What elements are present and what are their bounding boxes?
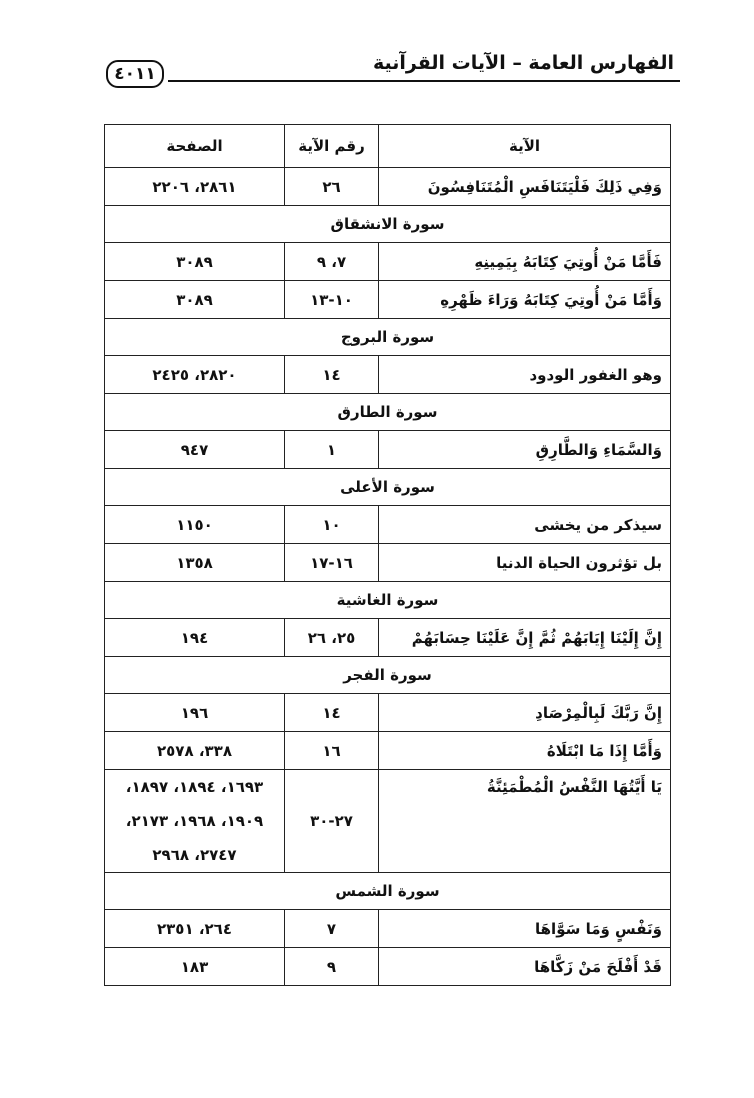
- page-cell: ٣٠٨٩: [105, 281, 285, 319]
- ayah-cell: إِنَّ إِلَيْنَا إِيَابَهُمْ ثُمَّ إِنَّ عَلَيْنَا حِسَابَهُمْ: [379, 619, 671, 657]
- table-row: [105, 732, 671, 770]
- surah-heading: سورة الغاشية: [105, 582, 671, 619]
- surah-heading-row: [105, 319, 671, 356]
- column-header-verse-number: رقم الآية: [285, 125, 379, 168]
- page-cell: ٢٨٦١، ٢٢٠٦: [105, 168, 285, 206]
- page-cell-multiline: [105, 770, 285, 873]
- surah-heading-row: [105, 394, 671, 431]
- verse-number-cell: ٢٥، ٢٦: [285, 619, 379, 657]
- verse-number-cell: ١٤: [285, 694, 379, 732]
- page-line: ١٦٩٣، ١٨٩٤، ١٨٩٧،: [125, 778, 264, 796]
- surah-heading-row: [105, 469, 671, 506]
- ayah-cell: فَأَمَّا مَنْ أُوتِيَ كِتَابَهُ بِيَمِينِهِ: [379, 243, 671, 281]
- table-row: [105, 281, 671, 319]
- table-header-row: [105, 125, 671, 168]
- surah-heading: سورة البروج: [105, 319, 671, 356]
- surah-heading: سورة الانشقاق: [105, 206, 671, 243]
- table-row: [105, 910, 671, 948]
- table-row: [105, 506, 671, 544]
- surah-heading: سورة الفجر: [105, 657, 671, 694]
- page-cell: ٣٠٨٩: [105, 243, 285, 281]
- table-row: [105, 619, 671, 657]
- verse-number-cell: ١٦: [285, 732, 379, 770]
- page-line: ٢٧٤٧، ٢٩٦٨: [152, 846, 237, 864]
- page-line: ١٩٠٩، ١٩٦٨، ٢١٧٣،: [125, 812, 264, 830]
- table-row: [105, 544, 671, 582]
- page-title: الفهارس العامة – الآيات القرآنية: [373, 52, 674, 74]
- table-row: [105, 168, 671, 206]
- verse-number-cell: ٢٧-٣٠: [285, 770, 379, 873]
- surah-heading-row: [105, 657, 671, 694]
- ayah-cell: إِنَّ رَبَّكَ لَبِالْمِرْصَادِ: [379, 694, 671, 732]
- page-cell: ٩٤٧: [105, 431, 285, 469]
- table-row: [105, 356, 671, 394]
- page-cell: ٢٦٤، ٢٣٥١: [105, 910, 285, 948]
- ayah-cell: وَأَمَّا مَنْ أُوتِيَ كِتَابَهُ وَرَاءَ ظَهْرِهِ: [379, 281, 671, 319]
- verse-number-cell: ٢٦: [285, 168, 379, 206]
- verse-number-cell: ١٤: [285, 356, 379, 394]
- ayah-cell: وهو الغفور الودود: [379, 356, 671, 394]
- surah-heading: سورة الأعلى: [105, 469, 671, 506]
- page-number: ٤٠١١: [106, 60, 164, 88]
- ayah-cell: بل تؤثرون الحياة الدنيا: [379, 544, 671, 582]
- table-row: [105, 243, 671, 281]
- table-row: [105, 694, 671, 732]
- verse-number-cell: ٩: [285, 948, 379, 986]
- verse-number-cell: ١٠-١٣: [285, 281, 379, 319]
- page-cell: ١٨٣: [105, 948, 285, 986]
- header-rule: [168, 80, 680, 82]
- surah-heading-row: [105, 873, 671, 910]
- table-row: [105, 948, 671, 986]
- page-cell: ٢٨٢٠، ٢٤٢٥: [105, 356, 285, 394]
- page-cell: ١٩٦: [105, 694, 285, 732]
- surah-heading: سورة الطارق: [105, 394, 671, 431]
- column-header-ayah: الآية: [379, 125, 671, 168]
- surah-heading-row: [105, 582, 671, 619]
- page-cell: ١٣٥٨: [105, 544, 285, 582]
- page-cell: ١١٥٠: [105, 506, 285, 544]
- surah-heading-row: [105, 206, 671, 243]
- verse-number-cell: ٧، ٩: [285, 243, 379, 281]
- ayah-cell: وَالسَّمَاءِ وَالطَّارِقِ: [379, 431, 671, 469]
- ayah-cell: وَأَمَّا إِذَا مَا ابْتَلَاهُ: [379, 732, 671, 770]
- ayah-cell: وَنَفْسٍ وَمَا سَوَّاهَا: [379, 910, 671, 948]
- table-row: [105, 431, 671, 469]
- ayah-cell: وَفِي ذَلِكَ فَلْيَتَنَافَسِ الْمُتَنَافِسُونَ: [379, 168, 671, 206]
- ayah-cell: قَدْ أَفْلَحَ مَنْ زَكَّاهَا: [379, 948, 671, 986]
- page-cell: ١٩٤: [105, 619, 285, 657]
- surah-heading: سورة الشمس: [105, 873, 671, 910]
- ayah-cell: يَا أَيَّتُهَا النَّفْسُ الْمُطْمَئِنَّةُ: [379, 770, 671, 873]
- page-header: [100, 52, 680, 92]
- quran-verses-index-table: [104, 124, 671, 986]
- verse-number-cell: ٧: [285, 910, 379, 948]
- column-header-page: الصفحة: [105, 125, 285, 168]
- verse-number-cell: ١٦-١٧: [285, 544, 379, 582]
- verse-number-cell: ١٠: [285, 506, 379, 544]
- ayah-cell: سيذكر من يخشى: [379, 506, 671, 544]
- table-row: [105, 770, 671, 873]
- verse-number-cell: ١: [285, 431, 379, 469]
- page-cell: ٣٣٨، ٢٥٧٨: [105, 732, 285, 770]
